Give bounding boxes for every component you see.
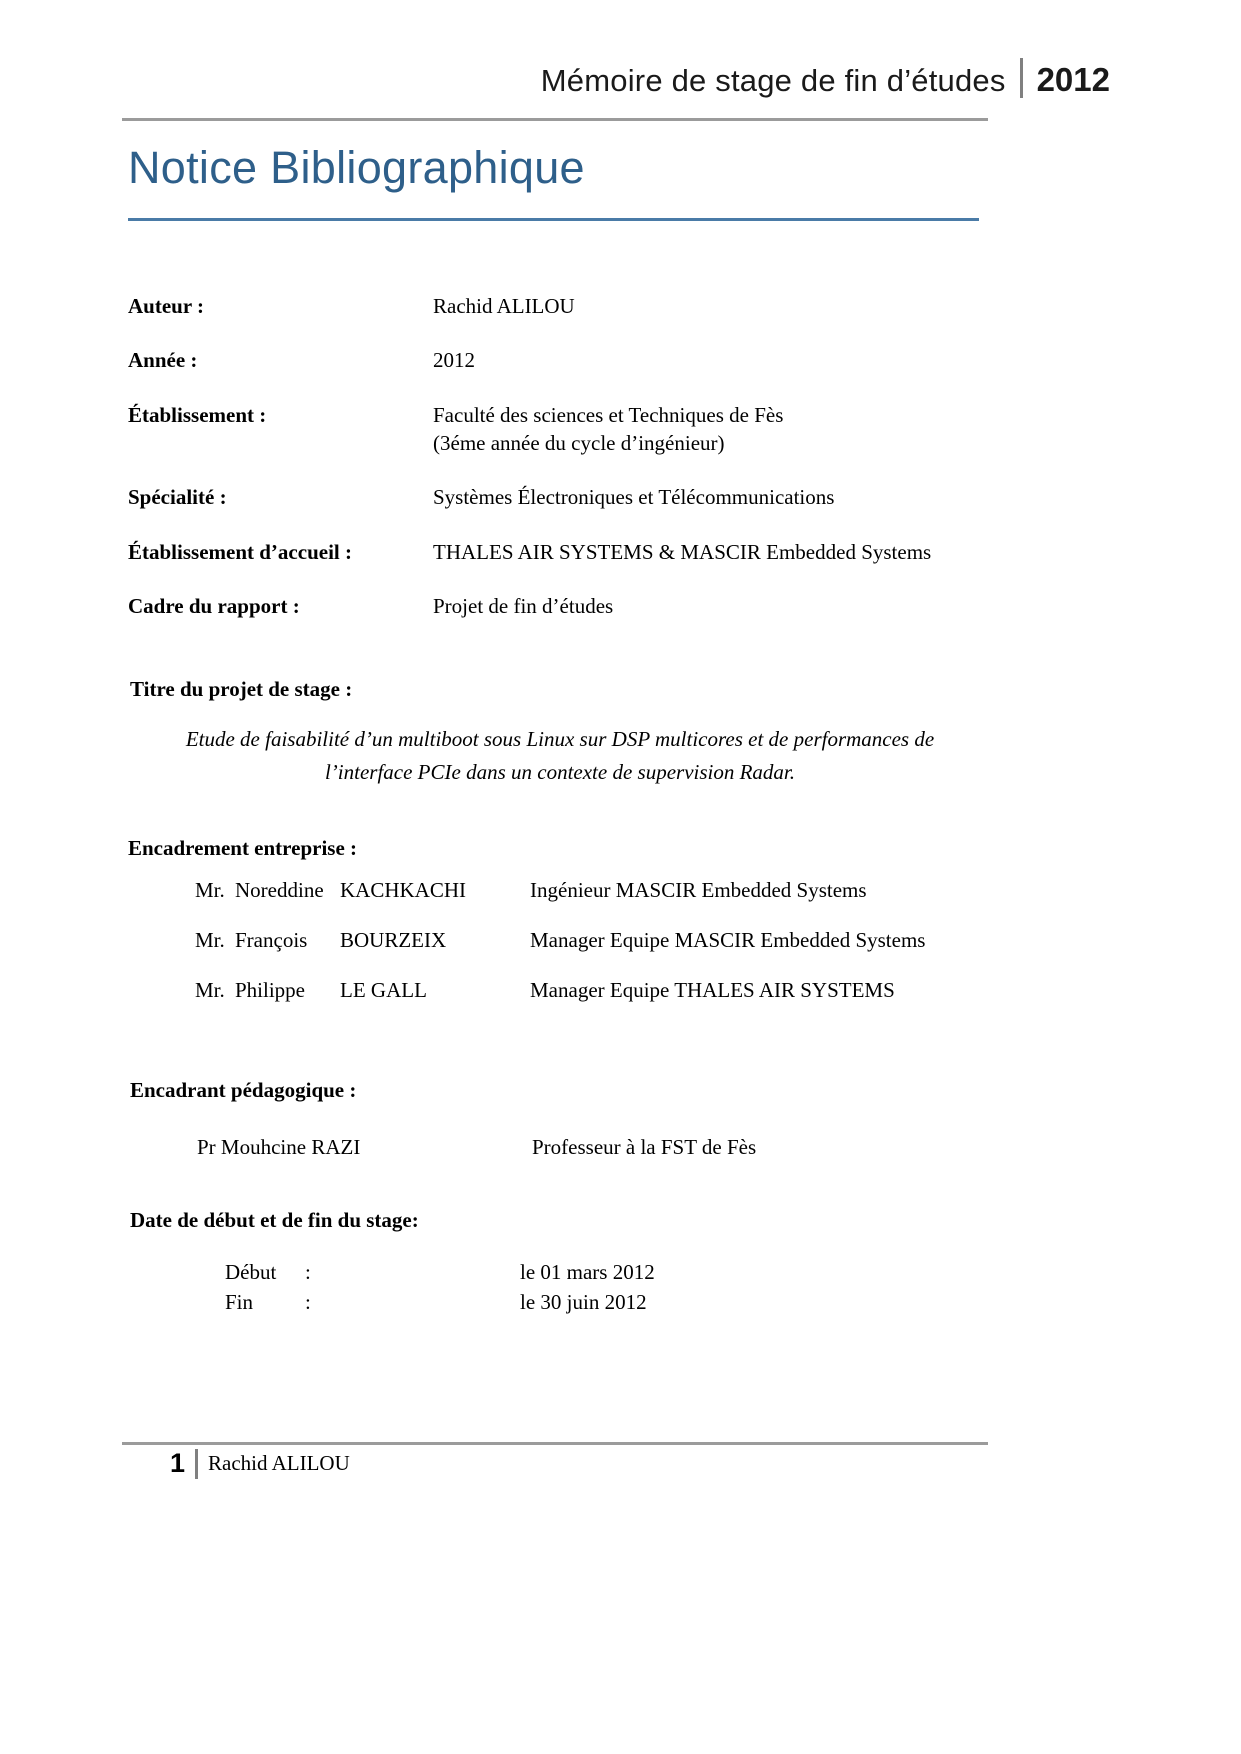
- page-number: 1: [170, 1448, 186, 1478]
- info-value-main: Rachid ALILOU: [433, 294, 575, 318]
- list-item: [225, 1257, 925, 1287]
- list-item: [197, 1135, 997, 1160]
- info-row: [128, 346, 1008, 374]
- person-role: Ingénieur MASCIR Embedded Systems: [530, 878, 867, 902]
- academic-supervision-heading: Encadrant pédagogique :: [130, 1078, 357, 1102]
- info-row: [128, 483, 1008, 511]
- project-title-text: Etude de faisabilité d’un multiboot sous Linux sur DSP multicores et de performances de l’interface PCIe dans un contexte de supervision Radar.: [185, 727, 935, 784]
- person-name: Pr Mouhcine RAZI: [197, 1135, 361, 1159]
- info-value: [433, 292, 575, 320]
- info-value: [433, 346, 475, 374]
- header-rule: [122, 118, 988, 121]
- footer-rule: [122, 1442, 988, 1445]
- info-label: Auteur :: [128, 294, 205, 318]
- header-divider: [1020, 58, 1023, 98]
- info-label: Spécialité :: [128, 485, 227, 510]
- info-value-main: 2012: [433, 348, 475, 373]
- info-label: Établissement :: [128, 402, 267, 427]
- info-value-secondary: (3éme année du cycle d’ingénieur): [433, 431, 725, 456]
- info-value: [433, 592, 613, 620]
- list-item: [225, 1287, 925, 1317]
- header-year: 2012: [1036, 60, 1110, 98]
- info-label: Cadre du rapport :: [128, 594, 300, 619]
- info-label: Établissement d’accueil :: [128, 539, 352, 564]
- info-value: [433, 483, 834, 511]
- info-value-main: Systèmes Électroniques et Télécommunications: [433, 485, 835, 510]
- person-civility: Mr.: [195, 978, 225, 1002]
- info-row: [128, 401, 1008, 458]
- date-colon: :: [305, 1260, 311, 1284]
- date-value: le 01 mars 2012: [520, 1260, 655, 1284]
- info-value-main: Faculté des sciences et Techniques de Fès: [433, 402, 784, 427]
- person-civility: Mr.: [195, 878, 225, 902]
- info-row: [128, 538, 1008, 566]
- person-role: Manager Equipe THALES AIR SYSTEMS: [530, 978, 895, 1002]
- person-last-name: BOURZEIX: [340, 928, 447, 952]
- person-civility: Mr.: [195, 928, 225, 952]
- document-header: [135, 58, 1110, 98]
- footer-author-name: Rachid ALILOU: [208, 1451, 350, 1475]
- date-label: Début: [225, 1260, 277, 1284]
- date-value: le 30 juin 2012: [520, 1290, 647, 1315]
- footer-divider: [195, 1449, 198, 1479]
- info-value-main: Projet de fin d’études: [433, 594, 614, 619]
- info-value: [433, 401, 783, 458]
- info-value-main: THALES AIR SYSTEMS & MASCIR Embedded Systems: [433, 539, 932, 564]
- info-label: Année :: [128, 348, 198, 373]
- title-rule: [128, 218, 979, 221]
- info-value: [433, 538, 931, 566]
- page-title: Notice Bibliographique: [128, 142, 585, 193]
- company-supervision-heading: Encadrement entreprise :: [128, 836, 358, 860]
- person-first-name: Noreddine: [235, 878, 324, 902]
- info-row: [128, 292, 1008, 320]
- person-last-name: LE GALL: [340, 978, 427, 1002]
- list-item: [195, 878, 995, 903]
- dates-list: [225, 1257, 925, 1318]
- person-first-name: Philippe: [235, 978, 306, 1002]
- info-row: [128, 592, 1008, 620]
- header-title: Mémoire de stage de fin d’études: [540, 62, 1006, 98]
- person-first-name: François: [235, 928, 308, 952]
- dates-heading: Date de début et de fin du stage:: [130, 1208, 419, 1232]
- date-colon: :: [305, 1290, 311, 1315]
- document-footer: [170, 1448, 350, 1479]
- person-role: Manager Equipe MASCIR Embedded Systems: [530, 928, 926, 952]
- list-item: [195, 928, 995, 953]
- list-item: [195, 978, 995, 1003]
- bibliographic-info: [128, 292, 1008, 646]
- academic-supervision-list: [197, 1135, 997, 1160]
- project-title-heading: Titre du projet de stage :: [130, 677, 353, 701]
- company-supervision-list: [195, 878, 995, 1028]
- person-role: Professeur à la FST de Fès: [532, 1135, 757, 1159]
- date-label: Fin: [225, 1290, 254, 1315]
- person-last-name: KACHKACHI: [340, 878, 466, 902]
